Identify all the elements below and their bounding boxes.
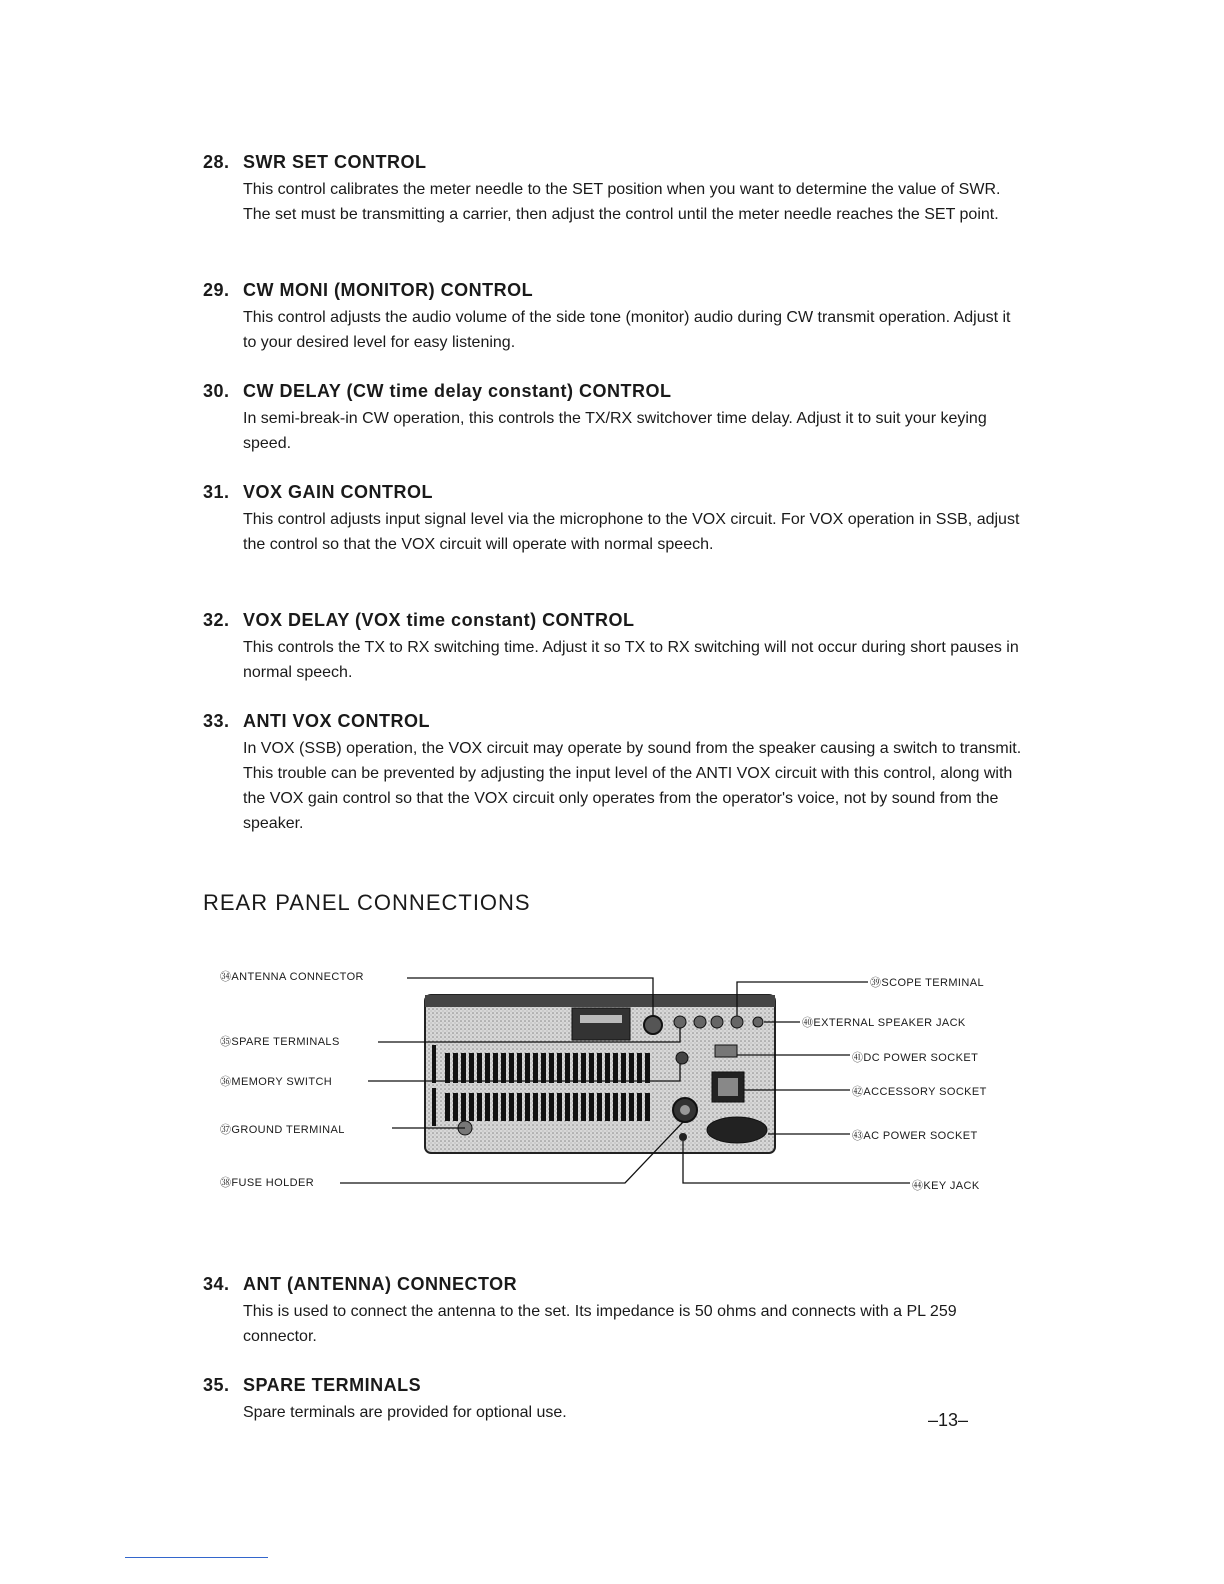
- rear-panel-heading: REAR PANEL CONNECTIONS: [203, 890, 531, 915]
- section-number: 32.: [203, 610, 230, 630]
- label-ground-terminal: ㊲GROUND TERMINAL: [220, 1124, 345, 1136]
- label-ac-power-socket: ㊸AC POWER SOCKET: [852, 1130, 978, 1142]
- footer-rule: [125, 1557, 268, 1558]
- section-35: [203, 1375, 1023, 1425]
- section-title: VOX GAIN CONTROL: [243, 482, 434, 502]
- section-title: ANTI VOX CONTROL: [243, 711, 430, 731]
- section-body: This is used to connect the antenna to the set. Its impedance is 50 ohms and connects with a PL 259 connector.: [243, 1303, 957, 1345]
- antenna-connector-illustration: [644, 1016, 662, 1034]
- section-body: This controls the TX to RX switching time. Adjust it so TX to RX switching will not occur during short pauses in normal speech.: [243, 639, 1019, 681]
- section-28: [203, 152, 1023, 227]
- section-title: VOX DELAY (VOX time constant) CONTROL: [243, 610, 635, 630]
- section-title: CW MONI (MONITOR) CONTROL: [243, 280, 534, 300]
- section-body: This control adjusts the audio volume of the side tone (monitor) audio during CW transmit operation. Adjust it to your desired level for easy listening.: [243, 309, 1011, 351]
- label-scope-terminal: ㊴SCOPE TERMINAL: [870, 977, 984, 989]
- section-32: [203, 610, 1023, 685]
- label-antenna-connector: ㉞ANTENNA CONNECTOR: [220, 971, 364, 983]
- section-number: 33.: [203, 711, 230, 731]
- label-spare-terminals: ㉟SPARE TERMINALS: [220, 1036, 340, 1048]
- section-body: In semi-break-in CW operation, this controls the TX/RX switchover time delay. Adjust it to suit your keying speed.: [243, 410, 987, 452]
- section-number: 31.: [203, 482, 230, 502]
- section-title: SPARE TERMINALS: [243, 1375, 422, 1395]
- section-body: This control adjusts input signal level via the microphone to the VOX circuit. For VOX operation in SSB, adjust the control so that the VOX circuit will operate with normal speech.: [243, 511, 1020, 553]
- page-number: –13–: [928, 1410, 969, 1430]
- section-number: 34.: [203, 1274, 230, 1294]
- label-memory-switch: ㊱MEMORY SWITCH: [220, 1076, 333, 1088]
- label-fuse-holder: ㊳FUSE HOLDER: [220, 1177, 315, 1189]
- section-title: CW DELAY (CW time delay constant) CONTROL: [243, 381, 672, 401]
- section-body: Spare terminals are provided for optional use.: [243, 1404, 567, 1421]
- section-body: This control calibrates the meter needle to the SET position when you want to determine the value of SWR. The set must be transmitting a carrier, then adjust the control until the meter needle reaches the SET point.: [243, 181, 1001, 223]
- rear-panel-diagram: [220, 960, 1010, 1200]
- section-number: 29.: [203, 280, 230, 300]
- label-dc-power-socket: ㊶DC POWER SOCKET: [852, 1052, 979, 1064]
- section-number: 30.: [203, 381, 230, 401]
- vent-grille-lower: [432, 1088, 650, 1126]
- section-number: 28.: [203, 152, 230, 172]
- section-title: ANT (ANTENNA) CONNECTOR: [243, 1274, 518, 1294]
- section-title: SWR SET CONTROL: [243, 152, 427, 172]
- chassis-illustration: [425, 995, 775, 1153]
- label-key-jack: ㊹KEY JACK: [912, 1180, 980, 1192]
- section-34: [203, 1274, 1023, 1349]
- section-29: [203, 280, 1023, 355]
- section-31: [203, 482, 1023, 557]
- label-accessory-socket: ㊷ACCESSORY SOCKET: [852, 1086, 987, 1098]
- section-33: [203, 711, 1023, 836]
- section-30: [203, 381, 1023, 456]
- label-external-speaker-jack: ㊵EXTERNAL SPEAKER JACK: [802, 1017, 966, 1029]
- section-body: In VOX (SSB) operation, the VOX circuit may operate by sound from the speaker causing a switch to transmit. This trouble can be prevented by adjusting the input level of the ANTI VOX circuit with this control, along with the VOX gain control so that the VOX circuit only operates from the operator's voice, not by sound from the speaker.: [243, 740, 1022, 832]
- section-number: 35.: [203, 1375, 230, 1395]
